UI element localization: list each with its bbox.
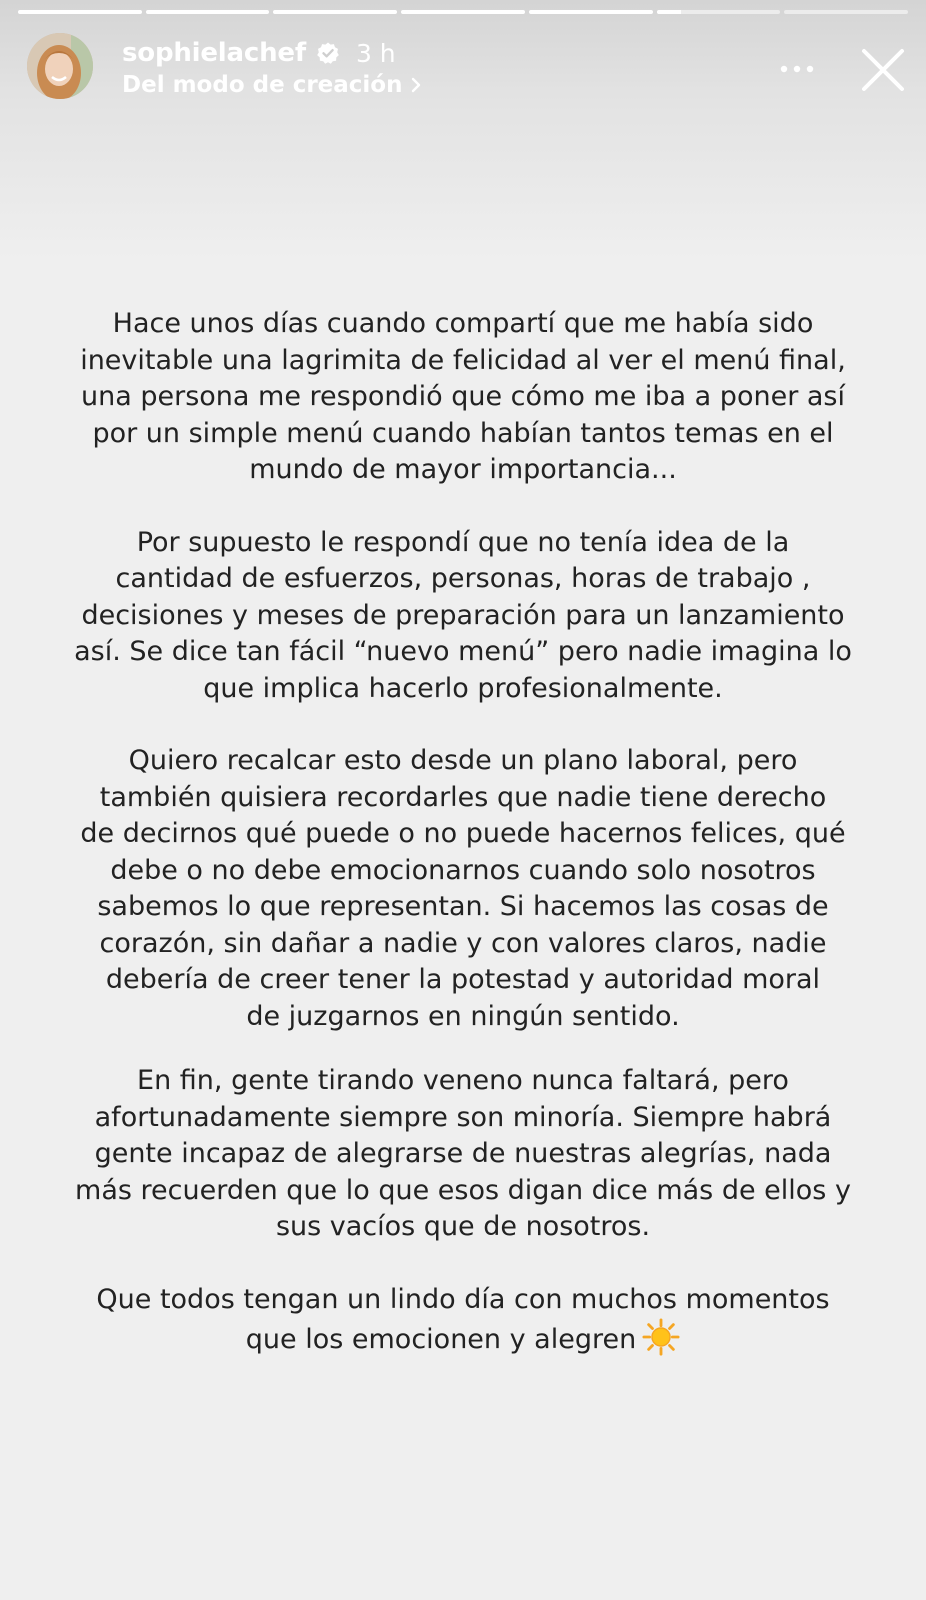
verified-badge-icon bbox=[316, 41, 340, 65]
sun-emoji-icon bbox=[642, 1318, 680, 1356]
story-header bbox=[0, 30, 926, 110]
post-time: 3 h bbox=[355, 38, 396, 68]
more-options-icon[interactable] bbox=[778, 50, 816, 88]
progress-segment bbox=[657, 10, 781, 14]
story-progress-bar bbox=[18, 10, 908, 14]
closing-text: Que todos tengan un lindo día con muchos momentos que los emocionen y alegren bbox=[96, 1283, 830, 1355]
progress-segment bbox=[784, 10, 908, 14]
progress-segment-fill bbox=[529, 10, 653, 14]
progress-segment bbox=[529, 10, 653, 14]
progress-segment-fill bbox=[273, 10, 397, 14]
paragraph-1: Hace unos días cuando compartí que me había sido inevitable una lagrimita de felicidad al ver el menú final, una persona me respondió que cómo me iba a poner así por un simple menú cuando habían tantos temas en el mundo de mayor importancia... bbox=[80, 308, 846, 485]
paragraph-5 bbox=[45, 1282, 881, 1359]
story-text bbox=[45, 306, 881, 1395]
chevron-right-icon bbox=[410, 76, 422, 94]
progress-segment-fill bbox=[657, 10, 682, 14]
progress-segment-fill bbox=[146, 10, 270, 14]
progress-segment bbox=[401, 10, 525, 14]
progress-segment bbox=[273, 10, 397, 14]
progress-segment-fill bbox=[401, 10, 525, 14]
paragraph-2: Por supuesto le respondí que no tenía idea de la cantidad de esfuerzos, personas, horas de trabajo , decisiones y meses de preparación para un lanzamiento así. Se dice tan fácil “nuevo menú” pero nadie imagina lo que implica hacerlo profesionalmente. bbox=[74, 526, 852, 704]
user-row bbox=[122, 36, 396, 70]
username[interactable]: sophielachef bbox=[122, 38, 306, 68]
close-icon[interactable] bbox=[860, 47, 906, 93]
paragraph-4: En fin, gente tirando veneno nunca faltará, pero afortunadamente siempre son minoría. Siempre habrá gente incapaz de alegrarse de nuestras alegrías, nada más recuerden que lo que esos digan dice más de ellos y sus vacíos que de nosotros. bbox=[75, 1065, 851, 1242]
avatar[interactable] bbox=[27, 33, 93, 99]
source-link[interactable] bbox=[122, 72, 422, 98]
paragraph-3: Quiero recalcar esto desde un plano laboral, pero también quisiera recordarles que nadie tiene derecho de decirnos qué puede o no puede hacernos felices, qué debe o no debe emocionarnos cuando solo nosotros sabemos lo que representan. Si hacemos las cosas de corazón, sin dañar a nadie y con valores claros, nadie debería de creer tener la potestad y autoridad moral de juzgarnos en ningún sentido. bbox=[80, 745, 846, 1032]
progress-segment bbox=[146, 10, 270, 14]
progress-segment-fill bbox=[18, 10, 142, 14]
source-label: Del modo de creación bbox=[122, 72, 403, 98]
progress-segment bbox=[18, 10, 142, 14]
